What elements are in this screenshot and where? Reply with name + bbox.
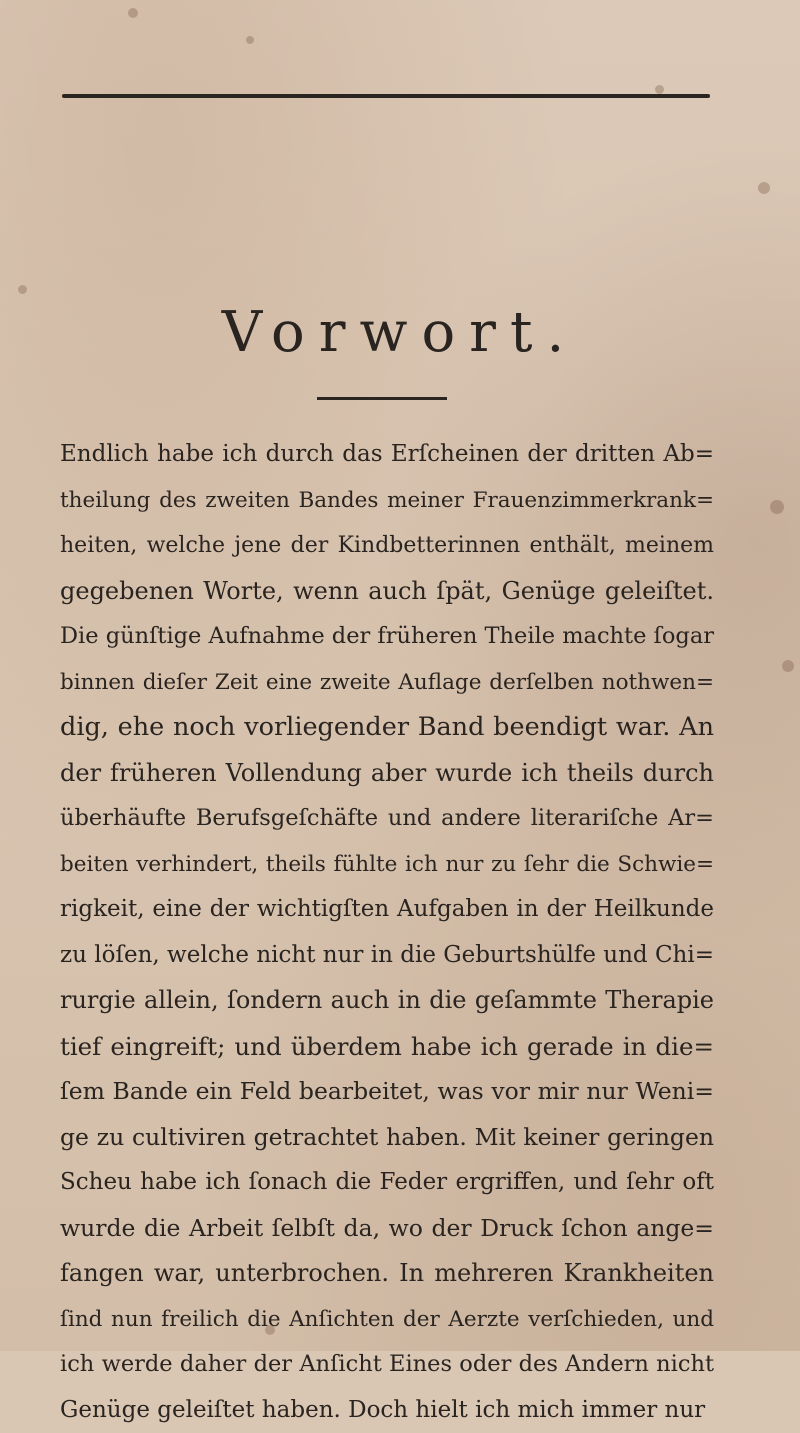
- text-line: binnen dieſer Zeit eine zweite Auflage derſelben nothwen=: [60, 660, 714, 706]
- text-line: ſind nun freilich die Anſichten der Aerzte verſchieden, und: [60, 1297, 714, 1343]
- text-line: der früheren Vollendung aber wurde ich theils durch: [60, 751, 714, 797]
- header-rule: [62, 94, 710, 98]
- text-line: überhäufte Berufsgeſchäfte und andere literariſche Ar=: [60, 796, 714, 842]
- text-line: ich werde daher der Anſicht Eines oder des Andern nicht: [60, 1342, 714, 1388]
- page-title: Vorwort.: [0, 300, 800, 365]
- text-line: Scheu habe ich ſonach die Feder ergriffen, und ſehr oft: [60, 1160, 714, 1206]
- paper-stain: [782, 660, 794, 672]
- text-line: rigkeit, eine der wichtigſten Aufgaben in der Heilkunde: [60, 887, 714, 933]
- text-line: Genüge geleiſtet haben. Doch hielt ich mich immer nur: [60, 1388, 714, 1433]
- paper-stain: [758, 182, 770, 194]
- text-line: Die günſtige Aufnahme der früheren Theile machte ſogar: [60, 614, 714, 660]
- text-line: gegebenen Worte, wenn auch ſpät, Genüge geleiſtet.: [60, 569, 714, 615]
- title-underline: [317, 397, 447, 400]
- text-line: fangen war, unterbrochen. In mehreren Krankheiten: [60, 1251, 714, 1297]
- text-line: ge zu cultiviren getrachtet haben. Mit keiner geringen: [60, 1115, 714, 1161]
- text-line: dig, ehe noch vorliegender Band beendigt war. An: [60, 705, 714, 751]
- paper-stain: [128, 8, 138, 18]
- paper-stain: [770, 500, 784, 514]
- text-line: heiten, welche jene der Kindbetterinnen enthält, meinem: [60, 523, 714, 569]
- body-paragraph: [60, 432, 714, 1433]
- text-line: zu löſen, welche nicht nur in die Geburtshülfe und Chi=: [60, 933, 714, 979]
- paper-stain: [18, 285, 27, 294]
- text-line: theilung des zweiten Bandes meiner Frauenzimmerkrank=: [60, 478, 714, 524]
- paper-stain: [655, 85, 664, 94]
- text-line: Endlich habe ich durch das Erſcheinen der dritten Ab=: [60, 432, 714, 478]
- text-line: wurde die Arbeit ſelbſt da, wo der Druck ſchon ange=: [60, 1206, 714, 1252]
- text-line: ſem Bande ein Feld bearbeitet, was vor mir nur Weni=: [60, 1069, 714, 1115]
- text-line: beiten verhindert, theils fühlte ich nur zu ſehr die Schwie=: [60, 842, 714, 888]
- text-line: rurgie allein, ſondern auch in die geſammte Therapie: [60, 978, 714, 1024]
- text-line: tief eingreift; und überdem habe ich gerade in die=: [60, 1024, 714, 1070]
- paper-stain: [246, 36, 254, 44]
